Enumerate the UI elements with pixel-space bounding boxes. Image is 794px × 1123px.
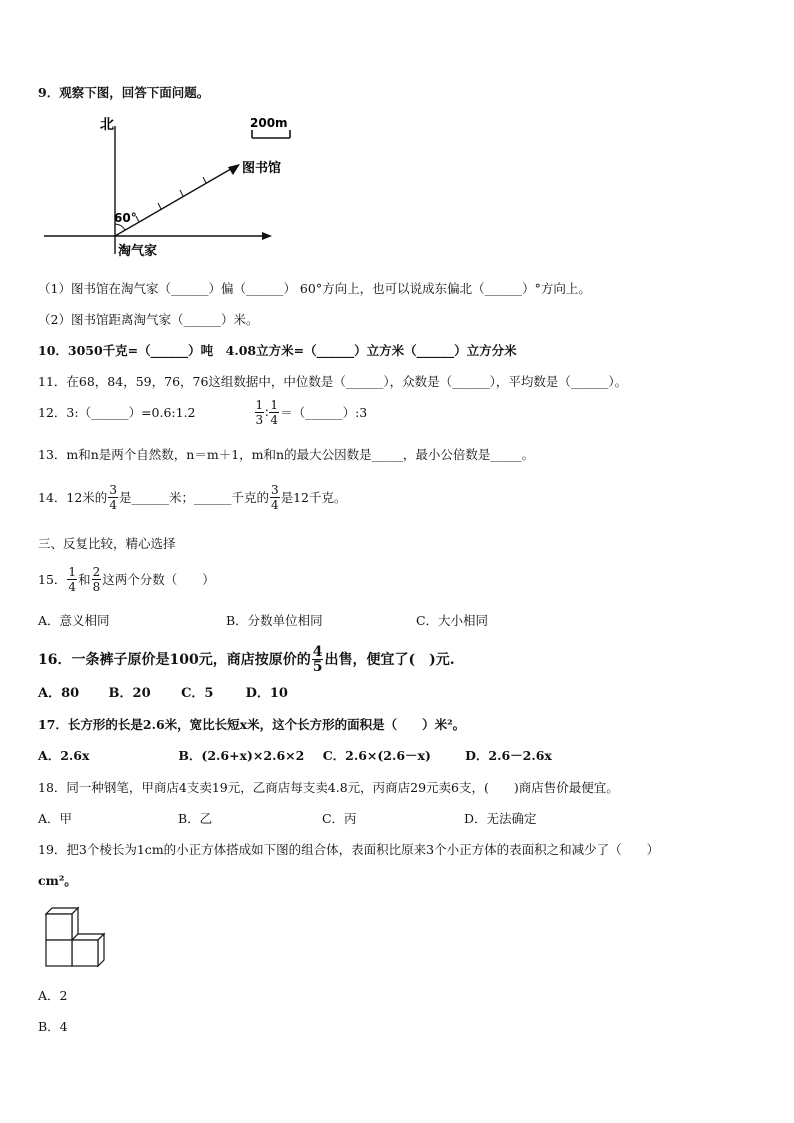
q9-sub2: （2）图书馆距离淘气家（______）米。 <box>38 312 259 327</box>
q14-fraction-1: $\frac{3}{4}$ <box>109 483 117 512</box>
q12-fraction-2: $\frac{1}{4}$ <box>270 398 279 427</box>
q18-stem: 18．同一种钢笔，甲商店4支卖19元，乙商店每支卖4.8元，丙商店29元卖6支，( )商店售价最便宜。 <box>38 780 619 795</box>
q13: 13．m和n是两个自然数，n＝m＋1，m和n的最大公因数是_____，最小公倍数是_____。 <box>38 447 535 462</box>
q18-options <box>38 810 536 828</box>
q16-part-a: 16．一条裤子原价是100元，商店按原价的 <box>38 651 311 668</box>
home-label: 淘气家 <box>118 244 158 259</box>
angle-label: 60° <box>114 211 137 225</box>
q14-fraction-2: $\frac{3}{4}$ <box>270 483 279 512</box>
q12 <box>38 398 367 427</box>
library-label: 图书馆 <box>242 161 282 176</box>
q18-option-b[interactable]: B．乙 <box>177 811 213 826</box>
q19-option-b[interactable]: B．4 <box>38 1019 68 1034</box>
left-cube-front-face <box>46 940 72 966</box>
q15-options <box>38 612 488 630</box>
q16-option-d[interactable]: D．10 <box>245 686 288 701</box>
q19-cube-figure <box>44 906 108 972</box>
q12-part-b: ＝（______）:3 <box>280 404 368 420</box>
q10: 10．3050千克=（______）吨 4.08立方米=（______）立方米（______）立方分米 <box>38 343 517 358</box>
east-arrow-icon <box>262 232 272 240</box>
q18-option-a[interactable]: A．甲 <box>38 811 73 826</box>
q9-stem: 9．观察下图，回答下面问题。 <box>38 85 210 100</box>
q14 <box>38 483 347 512</box>
scale-label: 200m <box>250 116 288 130</box>
q14-part-c: 是12千克。 <box>280 489 347 505</box>
library-direction-ray <box>115 166 236 236</box>
q16-fraction: $\frac{4}{5}$ <box>312 644 323 675</box>
q15-fraction-2: $\frac{2}{8}$ <box>92 565 101 594</box>
section3-heading: 三、反复比较，精心选择 <box>38 536 176 551</box>
q16-option-b[interactable]: B．20 <box>108 686 151 701</box>
q15-part-b: 和 <box>78 571 91 587</box>
q15-part-c: 这两个分数（ ） <box>102 571 215 587</box>
q17-options <box>38 747 552 765</box>
q14-part-b: 是______米；______千克的 <box>118 489 269 505</box>
q15-option-b[interactable]: B．分数单位相同 <box>225 613 323 628</box>
top-cube-front-face <box>46 914 72 940</box>
right-cube-front-face <box>72 940 98 966</box>
q17-option-c[interactable]: C．2.6×(2.6－x) <box>322 748 431 763</box>
q17-option-a[interactable]: A．2.6x <box>38 748 90 763</box>
q16 <box>38 645 455 674</box>
right-cube-side-face <box>98 934 104 966</box>
q16-option-a[interactable]: A．80 <box>38 686 80 701</box>
q14-part-a: 14．12米的 <box>38 489 108 505</box>
q11: 11．在68，84，59，76，76这组数据中，中位数是（______），众数是（______），平均数是（______）。 <box>38 374 628 389</box>
library-arrow-icon <box>228 164 240 175</box>
q19-option-a[interactable]: A．2 <box>38 988 68 1003</box>
q12-part-a: 12．3:（______）=0.6:1.2 <box>38 404 196 420</box>
north-label: 北 <box>100 117 114 133</box>
q15-option-a[interactable]: A．意义相同 <box>38 613 110 628</box>
q16-options <box>38 685 288 703</box>
q12-ratio-sign: ∶ <box>265 404 269 420</box>
q16-option-c[interactable]: C．5 <box>181 686 214 701</box>
q15-part-a: 15． <box>38 571 67 587</box>
q19-stem: 19．把3个棱长为1cm的小正方体搭成如下图的组合体，表面积比原来3个小正方体的表面积之和减少了（ ） <box>38 842 660 857</box>
q15-option-c[interactable]: C．大小相同 <box>415 613 489 628</box>
q12-fraction-1: $\frac{1}{3}$ <box>255 398 264 427</box>
q15 <box>38 565 215 594</box>
q18-option-d[interactable]: D．无法确定 <box>463 811 537 826</box>
q18-option-c[interactable]: C．丙 <box>321 811 357 826</box>
q9-direction-figure <box>40 112 310 262</box>
q19-unit: cm²。 <box>38 873 77 888</box>
q17-option-d[interactable]: D．2.6－2.6x <box>465 748 552 763</box>
q9-sub1: （1）图书馆在淘气家（______）偏（______） 60°方向上，也可以说成东偏北（______）°方向上。 <box>38 281 591 296</box>
q16-part-b: 出售，便宜了( )元. <box>324 651 455 668</box>
q17-option-b[interactable]: B．(2.6+x)×2.6×2 <box>178 748 305 763</box>
q17-stem: 17．长方形的长是2.6米，宽比长短x米，这个长方形的面积是（ ）米²。 <box>38 717 466 732</box>
q15-fraction-1: $\frac{1}{4}$ <box>68 565 77 594</box>
